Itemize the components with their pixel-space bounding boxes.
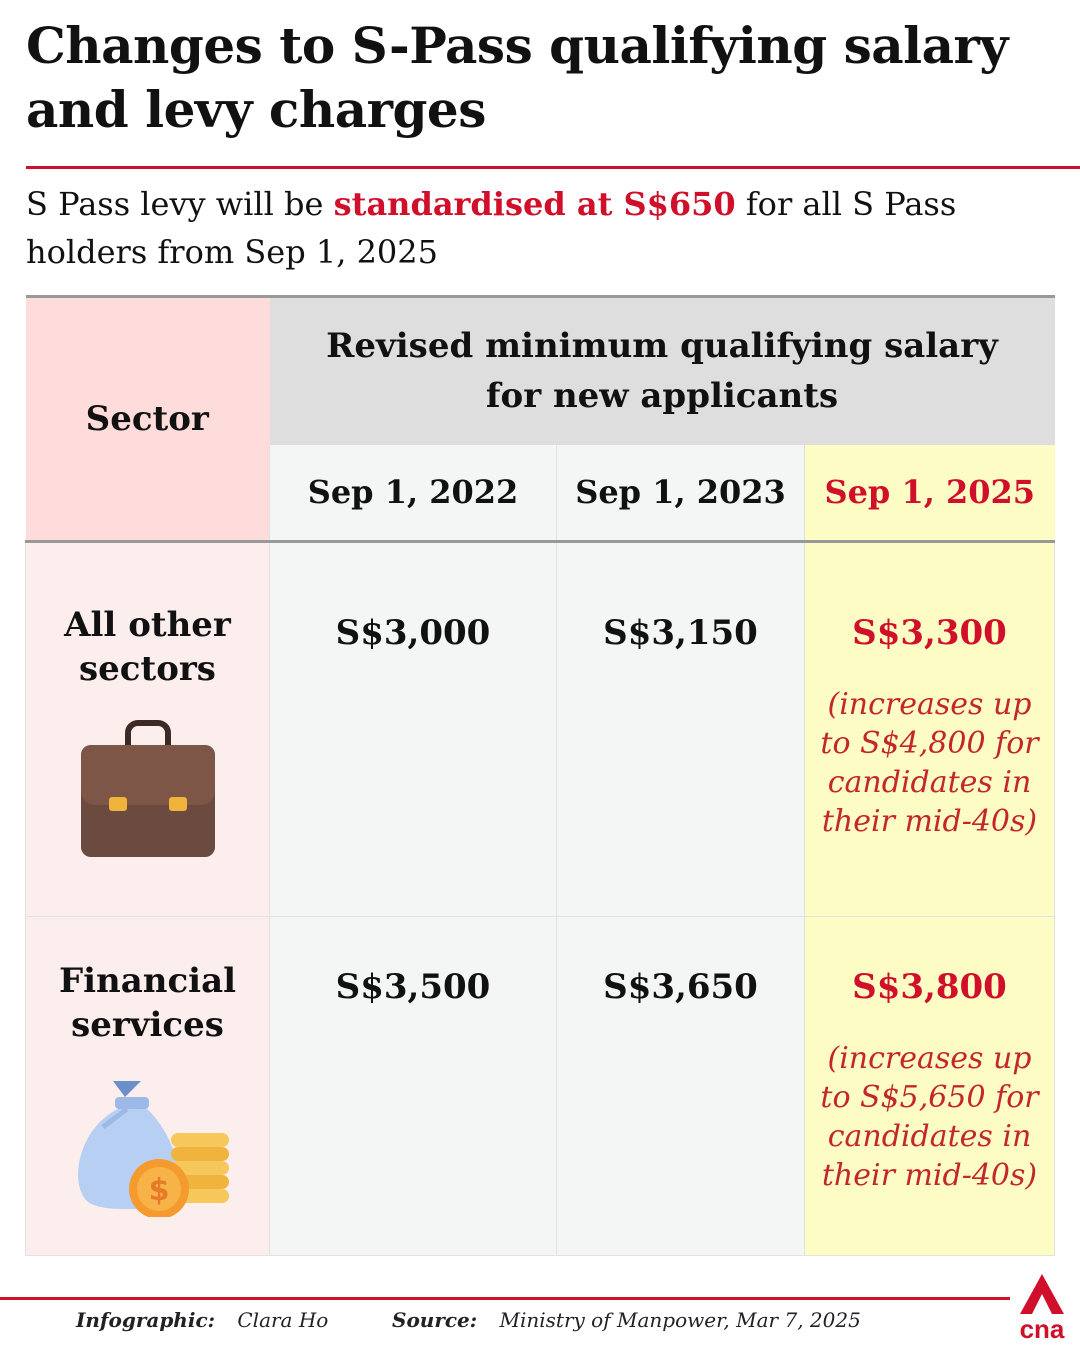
footer-credit <box>76 1308 328 1332</box>
salary-2025-value: S$3,300 <box>852 613 1007 653</box>
date-header-2022: Sep 1, 2022 <box>270 445 557 542</box>
salary-2025-note: (increases up to S$4,800 for candidates in their mid-40s) <box>820 687 1039 839</box>
svg-text:$: $ <box>148 1173 169 1208</box>
qualifying-salary-header <box>270 297 1055 445</box>
value-cell <box>270 917 557 1256</box>
value-cell <box>270 542 557 917</box>
value-cell <box>557 917 805 1256</box>
footer-divider <box>0 1297 1010 1300</box>
sector-cell <box>26 917 270 1256</box>
qualifying-salary-header-text: Revised minimum qualifying salary for new applicants <box>326 326 998 417</box>
subtitle-highlight: standardised at S$650 <box>333 185 736 223</box>
infographic-author: Clara Ho <box>237 1308 329 1332</box>
logo-text: cna <box>1019 1314 1065 1342</box>
table-row <box>26 917 1055 1256</box>
salary-2023-value: S$3,650 <box>603 967 758 1007</box>
page-title: Changes to S-Pass qualifying salary and levy charges <box>26 16 1008 139</box>
salary-2023-value: S$3,150 <box>603 613 758 653</box>
source-label: Source: <box>392 1308 478 1332</box>
subtitle-text-after: for all S Pass holders from Sep 1, 2025 <box>26 185 957 271</box>
value-cell-highlight <box>805 917 1055 1256</box>
sector-name: All other sectors <box>64 605 231 689</box>
subtitle-text-before: S Pass levy will be <box>26 185 334 223</box>
sector-name: Financial services <box>58 961 237 1045</box>
salary-2022-value: S$3,000 <box>335 613 491 653</box>
salary-2025-value: S$3,800 <box>852 967 1007 1007</box>
subtitle <box>26 180 1066 276</box>
value-cell-highlight <box>805 542 1055 917</box>
cna-logo <box>1012 1272 1072 1342</box>
infographic-label: Infographic: <box>76 1308 216 1332</box>
salary-2022-value: S$3,500 <box>335 967 491 1007</box>
source-text: Ministry of Manpower, Mar 7, 2025 <box>499 1308 861 1332</box>
date-header-2025: Sep 1, 2025 <box>805 445 1055 542</box>
value-cell <box>557 542 805 917</box>
money-bag-icon <box>63 1067 233 1217</box>
salary-2025-note: (increases up to S$5,650 for candidates in their mid-40s) <box>820 1041 1039 1193</box>
sector-header: Sector <box>26 297 270 542</box>
title-divider <box>26 166 1080 169</box>
date-header-2023: Sep 1, 2023 <box>557 445 805 542</box>
table-row <box>26 542 1055 917</box>
sector-cell <box>26 542 270 917</box>
briefcase-icon <box>73 709 223 859</box>
salary-table <box>25 295 1055 1256</box>
footer-source <box>392 1308 861 1332</box>
